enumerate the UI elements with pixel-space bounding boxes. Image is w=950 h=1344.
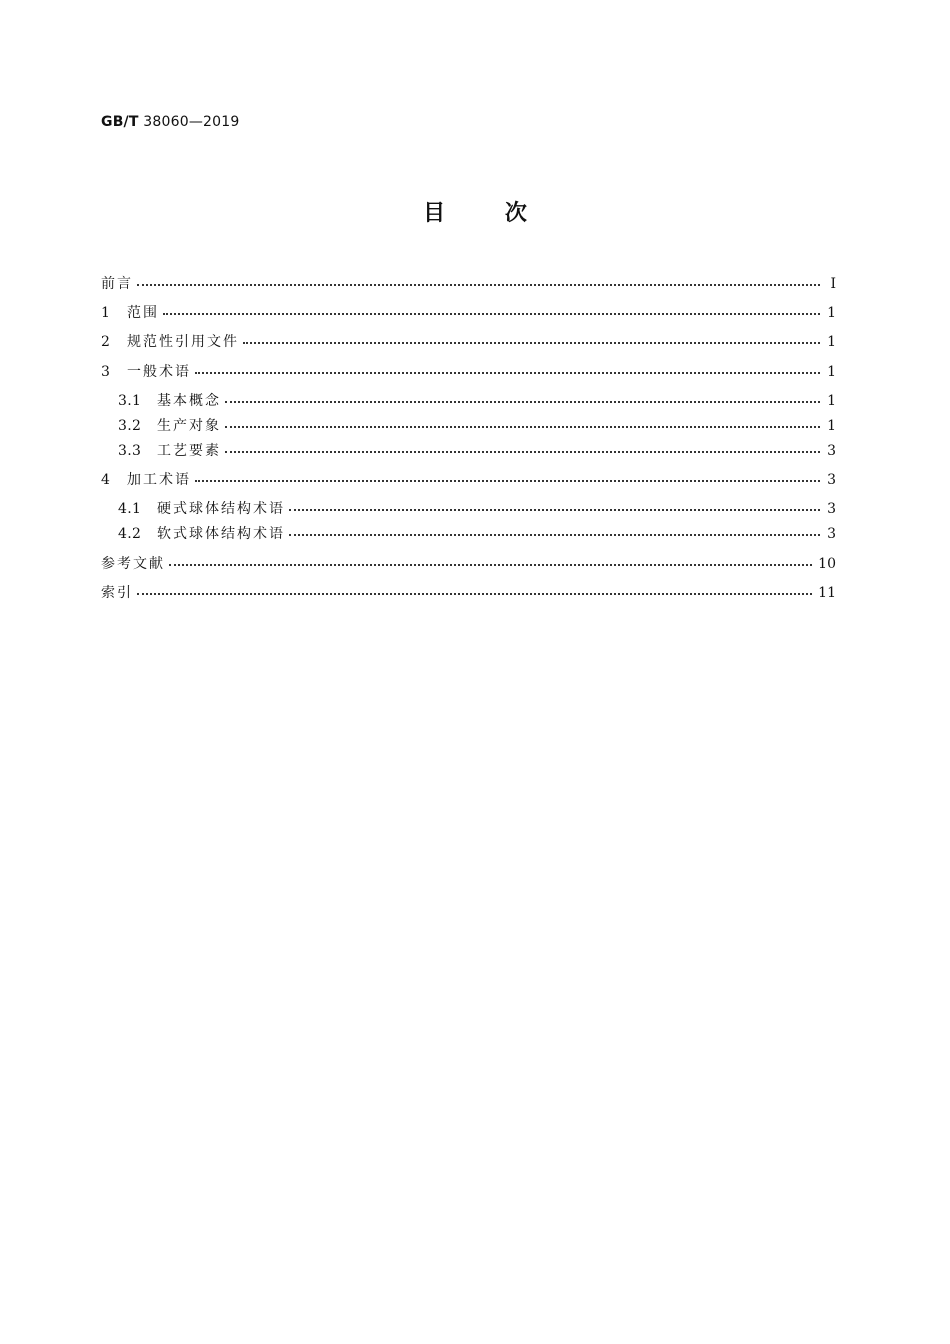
toc-entry-normative-references[interactable] — [101, 332, 836, 352]
toc-entry-page: 3 — [827, 501, 836, 517]
toc-entry-number: 4.1 — [118, 501, 142, 517]
toc-entry-number: 2 — [101, 334, 111, 350]
toc-leader-dots — [225, 401, 820, 403]
toc-entry-title: 基本概念 — [157, 393, 221, 409]
toc-entry-title: 工艺要素 — [157, 443, 221, 459]
toc-entry-page: Ⅰ — [830, 276, 836, 292]
toc-entry-title: 范围 — [127, 305, 159, 321]
toc-leader-dots — [243, 342, 820, 344]
toc-entry-page: 1 — [827, 305, 836, 321]
toc-entry-page: 3 — [827, 443, 836, 459]
toc-entry-number: 1 — [101, 305, 111, 321]
toc-entry-page: 3 — [827, 472, 836, 488]
toc-leader-dots — [137, 284, 820, 286]
toc-entry-title: 软式球体结构术语 — [157, 526, 285, 542]
toc-entry-bibliography[interactable] — [101, 554, 836, 574]
toc-entry-number: 3.2 — [118, 418, 142, 434]
toc-entry-title: 一般术语 — [127, 364, 191, 380]
toc-leader-dots — [225, 451, 820, 453]
standard-number: 38060—2019 — [143, 114, 240, 130]
toc-entry-title: 生产对象 — [157, 418, 221, 434]
toc-entry-page: 1 — [827, 418, 836, 434]
toc-entry-title: 前言 — [101, 276, 133, 292]
toc-entry-number: 4.2 — [118, 526, 142, 542]
title-char-1: 目 — [423, 201, 446, 226]
toc-entry-soft-ball-structure-terms[interactable] — [118, 524, 836, 544]
standard-prefix: GB/T — [101, 114, 139, 130]
toc-entry-number: 3 — [101, 364, 111, 380]
toc-entry-number: 4 — [101, 472, 111, 488]
toc-entry-production-objects[interactable] — [118, 416, 836, 436]
toc-entry-general-terms[interactable] — [101, 362, 836, 382]
toc-leader-dots — [169, 564, 812, 566]
toc-entry-index[interactable] — [101, 583, 836, 603]
toc-entry-number: 3.1 — [118, 393, 142, 409]
toc-entry-scope[interactable] — [101, 303, 836, 323]
toc-entry-page: 11 — [818, 585, 836, 601]
toc-leader-dots — [289, 534, 820, 536]
toc-entry-page: 3 — [827, 526, 836, 542]
toc-entry-number: 3.3 — [118, 443, 142, 459]
toc-entry-page: 1 — [827, 364, 836, 380]
toc-entry-title: 加工术语 — [127, 472, 191, 488]
toc-entry-page: 1 — [827, 334, 836, 350]
toc-leader-dots — [289, 509, 820, 511]
toc-entry-foreword[interactable] — [101, 274, 836, 294]
toc-entry-basic-concepts[interactable] — [118, 391, 836, 411]
toc-leader-dots — [225, 426, 820, 428]
toc-entry-title: 参考文献 — [101, 556, 165, 572]
toc-entry-process-elements[interactable] — [118, 441, 836, 461]
toc-leader-dots — [137, 593, 812, 595]
toc-entry-page: 1 — [827, 393, 836, 409]
toc-entry-hard-ball-structure-terms[interactable] — [118, 499, 836, 519]
title-char-2: 次 — [504, 201, 527, 226]
toc-leader-dots — [163, 313, 820, 315]
toc-entry-title: 索引 — [101, 585, 133, 601]
toc-entry-title: 规范性引用文件 — [127, 334, 239, 350]
toc-entry-processing-terms[interactable] — [101, 470, 836, 490]
toc-entry-title: 硬式球体结构术语 — [157, 501, 285, 517]
toc-leader-dots — [195, 480, 820, 482]
toc-entry-page: 10 — [818, 556, 836, 572]
toc-leader-dots — [195, 372, 820, 374]
